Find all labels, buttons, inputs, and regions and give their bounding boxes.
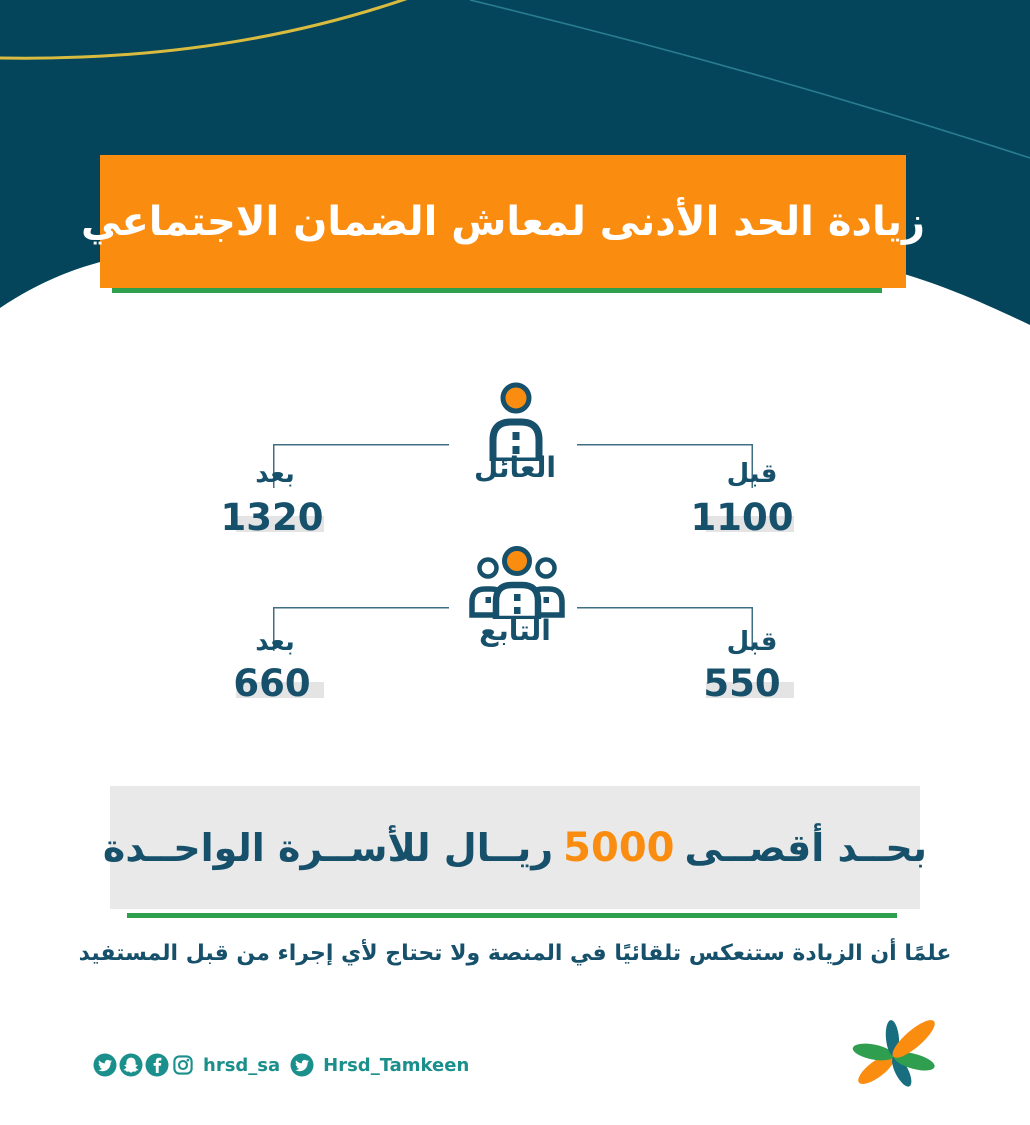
- social-media-row: [93, 1053, 469, 1077]
- max-box-underline: [127, 913, 897, 918]
- instagram-icon: [171, 1053, 195, 1077]
- hrsd-ministry-logo: [846, 1010, 950, 1102]
- provider-after-value: 1320: [220, 496, 324, 539]
- provider-before-value: 1100: [690, 496, 794, 539]
- dependent-before-label: قبل: [726, 627, 778, 657]
- snapchat-icon: [119, 1053, 143, 1077]
- page-title: زيادة الحد الأدنى لمعاش الضمان الاجتماعي: [80, 198, 926, 245]
- dependent-before-value: 550: [682, 665, 802, 702]
- banner-underline: [112, 288, 882, 293]
- twitter-icon: [93, 1053, 117, 1077]
- dependent-label: التابع: [479, 614, 551, 647]
- person-icon: [478, 381, 554, 461]
- max-limit-prefix: بحــد أقصــى: [684, 825, 928, 870]
- dependent-after-label: بعد: [255, 627, 295, 657]
- twitter-icon: [290, 1053, 314, 1077]
- provider-after-label: بعد: [255, 459, 295, 489]
- footnote-text: علمًا أن الزيادة ستنعكس تلقائيًا في المنصة ولا تحتاج لأي إجراء من قبل المستفيد: [78, 941, 952, 966]
- max-limit-box: [102, 786, 928, 909]
- max-limit-suffix: ريــال للأســرة الواحــدة: [102, 825, 554, 870]
- provider-before-label: قبل: [726, 459, 778, 489]
- title-banner: [80, 155, 926, 288]
- family-group-icon: [455, 545, 579, 619]
- social-handle-secondary: Hrsd_Tamkeen: [323, 1054, 470, 1076]
- max-limit-amount: 5000: [563, 824, 675, 871]
- provider-label: العائل: [474, 451, 556, 484]
- facebook-icon: [145, 1053, 169, 1077]
- dependent-after-value: 660: [212, 665, 332, 702]
- social-handle-main: hrsd_sa: [203, 1054, 281, 1076]
